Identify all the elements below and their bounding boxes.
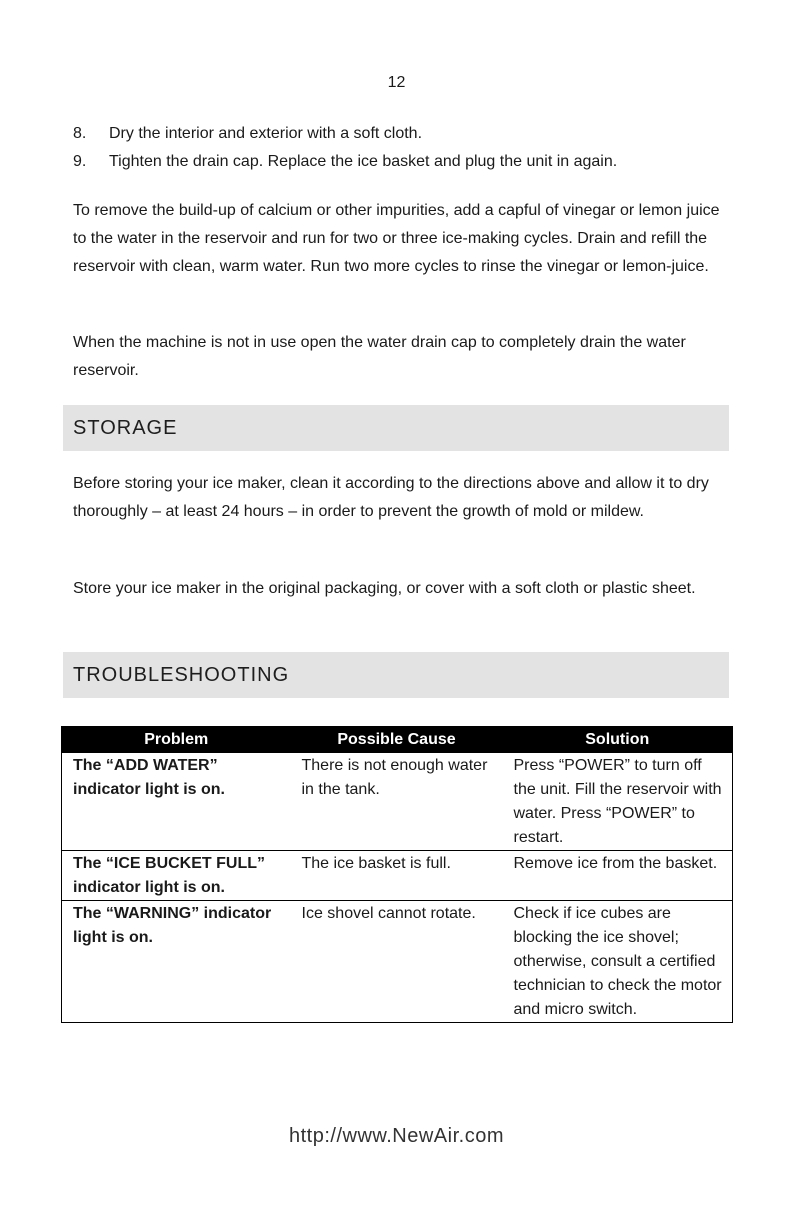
problem-cell: The “ADD WATER” indicator light is on. [62, 753, 291, 851]
problem-cell: The “WARNING” indicator light is on. [62, 901, 291, 1023]
solution-cell: Check if ice cubes are blocking the ice shovel; otherwise, consult a certified technician to check the motor and micro switch. [503, 901, 733, 1023]
solution-cell: Remove ice from the basket. [503, 851, 733, 901]
cause-cell: Ice shovel cannot rotate. [291, 901, 503, 1023]
storage-paragraph-2: Store your ice maker in the original packaging, or cover with a soft cloth or plastic sheet. [73, 580, 696, 597]
step-text: Tighten the drain cap. Replace the ice basket and plug the unit in again. [109, 153, 618, 170]
step-number: 8. [73, 125, 87, 142]
list-item [73, 120, 763, 148]
troubleshooting-heading: TROUBLESHOOTING [63, 652, 729, 698]
storage-heading: STORAGE [63, 405, 729, 451]
column-header-solution: Solution [503, 726, 733, 753]
table-row [62, 753, 733, 851]
page-number: 12 [387, 74, 406, 91]
table-row [62, 851, 733, 901]
steps-list [73, 120, 763, 176]
step-text: Dry the interior and exterior with a soft cloth. [109, 125, 423, 142]
cause-cell: The ice basket is full. [291, 851, 503, 901]
table-row [62, 901, 733, 1023]
cause-cell: There is not enough water in the tank. [291, 753, 503, 851]
storage-paragraph: Before storing your ice maker, clean it according to the directions above and allow it to dry thoroughly – at least 24 hours – in order to prevent the growth of mold or mildew. [73, 475, 709, 520]
column-header-problem: Problem [62, 726, 291, 753]
table-header-row [62, 726, 733, 753]
drain-paragraph: When the machine is not in use open the water drain cap to completely drain the water reservoir. [73, 334, 686, 379]
solution-cell: Press “POWER” to turn off the unit. Fill the reservoir with water. Press “POWER” to restart. [503, 753, 733, 851]
column-header-cause: Possible Cause [291, 726, 503, 753]
footer-url: http://www.NewAir.com [288, 1125, 504, 1147]
list-item [73, 148, 763, 176]
step-number: 9. [73, 153, 87, 170]
problem-cell: The “ICE BUCKET FULL” indicator light is on. [62, 851, 291, 901]
cleaning-paragraph: To remove the build-up of calcium or other impurities, add a capful of vinegar or lemon juice to the water in the reservoir and run for two or three ice-making cycles. Drain and refill the reservoir with clean, warm water. Run two more cycles to rinse the vinegar or lemon-juice. [73, 202, 720, 275]
troubleshooting-table [61, 726, 733, 1023]
